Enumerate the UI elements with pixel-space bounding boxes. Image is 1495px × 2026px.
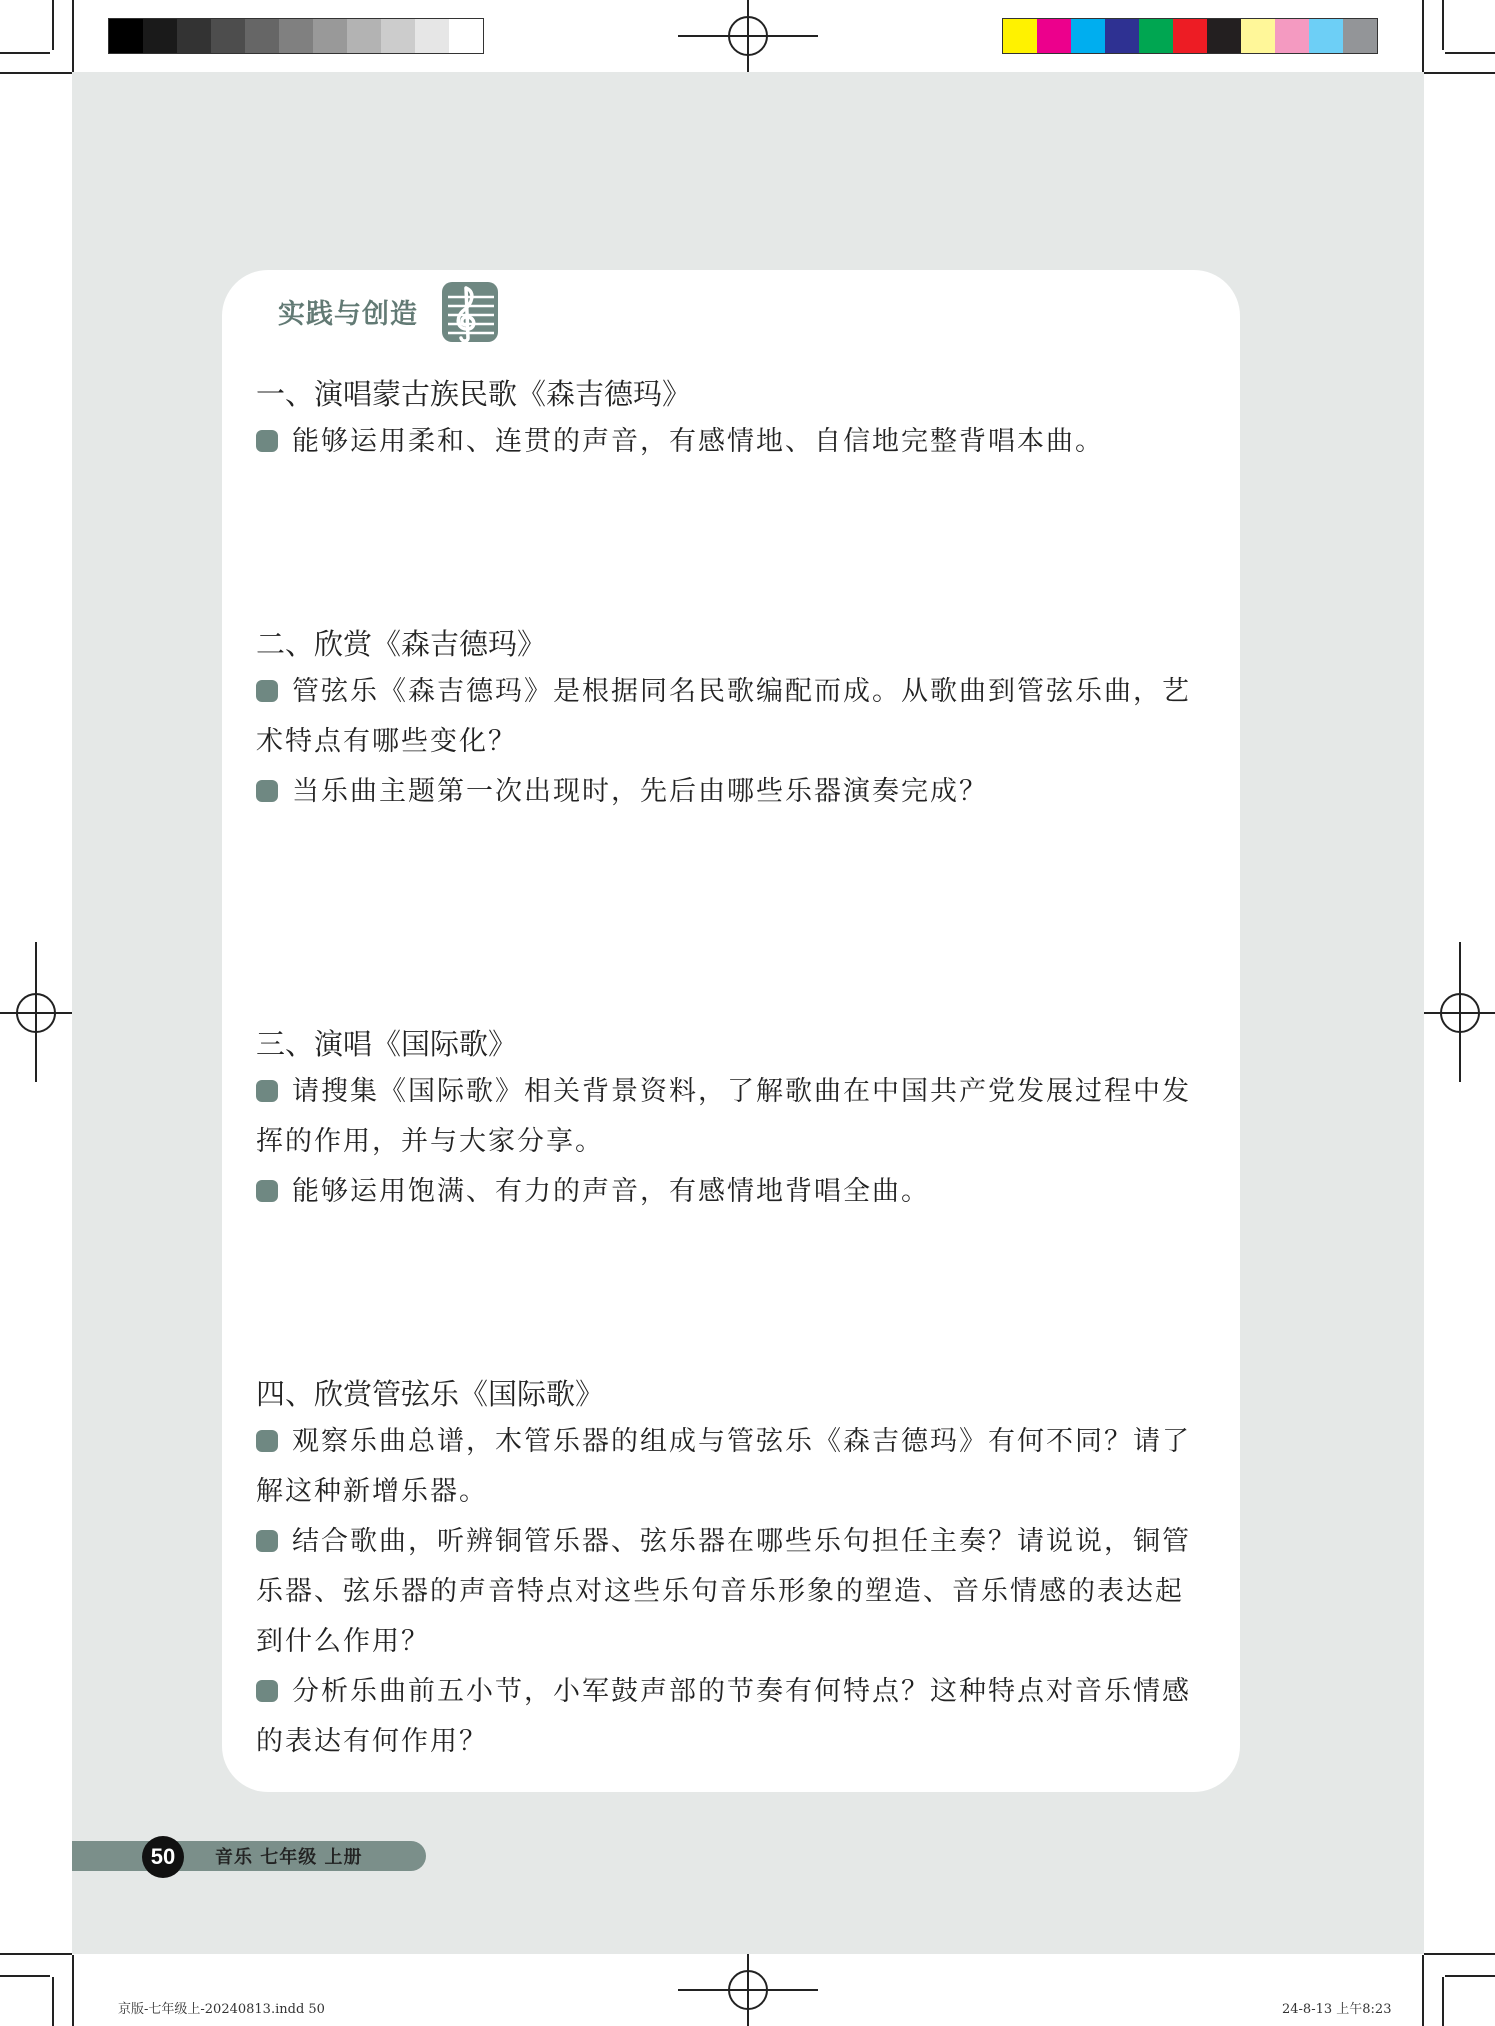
bullet-marker [256,1430,278,1452]
color-calibration-bar [1002,18,1378,54]
print-slug-file: 京版-七年级上-20240813.indd 50 [118,2002,325,2017]
color-swatch [381,19,415,53]
color-swatch [347,19,381,53]
item-title-4: 四、欣赏管弦乐《国际歌》 [256,1377,605,1411]
color-swatch [211,19,245,53]
crop-mark [1445,52,1495,54]
color-swatch [109,19,143,53]
book-title: 音乐 七年级 上册 [215,1847,363,1868]
color-swatch [279,19,313,53]
color-swatch [1139,19,1173,53]
crop-mark [1424,1953,1495,1955]
crop-mark [0,52,50,54]
bullet-paragraph: 能够运用饱满、有力的声音，有感情地背唱全曲。 [256,1167,1206,1217]
item-title-1: 一、演唱蒙古族民歌《森吉德玛》 [256,377,692,411]
color-swatch [1309,19,1343,53]
color-swatch [1343,19,1377,53]
registration-mark-line [35,942,37,1082]
crop-mark [0,1953,72,1955]
page-number: 50 [142,1836,184,1878]
bullet-paragraph: 请搜集《国际歌》相关背景资料，了解歌曲在中国共产党发展过程中发挥的作用，并与大家分享。 [256,1076,1191,1157]
bullet-marker [256,1680,278,1702]
registration-mark-line [747,0,749,72]
print-slug-date: 24-8-13 上午8:23 [1282,2002,1392,2017]
bullet-marker [256,1530,278,1552]
crop-mark [1442,1977,1444,2026]
color-swatch [177,19,211,53]
treble-clef-icon [442,282,498,342]
color-swatch [415,19,449,53]
crop-mark [52,0,54,50]
bullet-paragraph: 能够运用柔和、连贯的声音，有感情地、自信地完整背唱本曲。 [256,417,1206,467]
registration-mark-line [747,1954,749,2026]
registration-mark-line [1459,942,1461,1082]
color-swatch [1241,19,1275,53]
crop-mark [1424,72,1495,74]
bullet-paragraph: 结合歌曲，听辨铜管乐器、弦乐器在哪些乐句担任主奏？请说说，铜管乐器、弦乐器的声音特点对这些乐句音乐形象的塑造、音乐情感的表达起到什么作用？ [256,1526,1191,1657]
crop-mark [0,72,72,74]
crop-mark [0,1975,50,1977]
crop-mark [1442,0,1444,50]
bullet-marker [256,430,278,452]
color-swatch [245,19,279,53]
bullet-paragraph: 管弦乐《森吉德玛》是根据同名民歌编配而成。从歌曲到管弦乐曲，艺术特点有哪些变化？ [256,676,1191,757]
item-title-3: 三、演唱《国际歌》 [256,1027,518,1061]
color-swatch [1037,19,1071,53]
bullet-paragraph: 当乐曲主题第一次出现时，先后由哪些乐器演奏完成？ [256,767,1206,817]
color-swatch [143,19,177,53]
bullet-paragraph: 观察乐曲总谱，木管乐器的组成与管弦乐《森吉德玛》有何不同？请了解这种新增乐器。 [256,1426,1191,1507]
section-title: 实践与创造 [278,299,418,330]
item-title-2: 二、欣赏《森吉德玛》 [256,627,547,661]
crop-mark [1445,1975,1495,1977]
crop-mark [52,1977,54,2026]
crop-mark [1422,1955,1424,2026]
bullet-paragraph: 分析乐曲前五小节，小军鼓声部的节奏有何特点？这种特点对音乐情感的表达有何作用？ [256,1676,1191,1757]
crop-mark [72,1955,74,2026]
grayscale-calibration-bar [108,18,484,54]
bullet-marker [256,780,278,802]
bullet-marker [256,1080,278,1102]
color-swatch [1275,19,1309,53]
bullet-marker [256,680,278,702]
color-swatch [1105,19,1139,53]
crop-mark [72,0,74,72]
color-swatch [313,19,347,53]
bullet-marker [256,1180,278,1202]
color-swatch [1071,19,1105,53]
color-swatch [1003,19,1037,53]
color-swatch [1207,19,1241,53]
color-swatch [1173,19,1207,53]
crop-mark [1422,0,1424,72]
color-swatch [449,19,483,53]
